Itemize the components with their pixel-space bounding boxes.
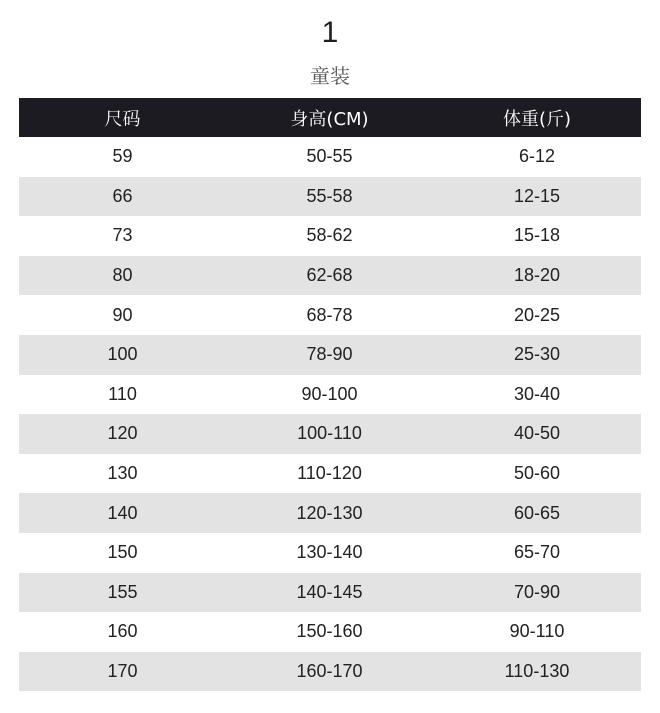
cell-height: 150-160 [226,612,433,652]
cell-weight: 12-15 [433,177,641,217]
cell-height: 50-55 [226,137,433,177]
table-row [19,573,641,613]
table-row [19,335,641,375]
table-row [19,137,641,177]
header-height: 身高(CM) [226,98,433,137]
cell-size: 59 [19,137,226,177]
table-row [19,533,641,573]
cell-height: 58-62 [226,216,433,256]
cell-weight: 60-65 [433,493,641,533]
cell-height: 78-90 [226,335,433,375]
cell-height: 130-140 [226,533,433,573]
table-row [19,375,641,415]
table-row [19,295,641,335]
cell-size: 90 [19,295,226,335]
cell-height: 55-58 [226,177,433,217]
cell-size: 73 [19,216,226,256]
cell-weight: 20-25 [433,295,641,335]
cell-size: 100 [19,335,226,375]
cell-weight: 70-90 [433,573,641,613]
cell-size: 120 [19,414,226,454]
table-row [19,652,641,692]
cell-height: 110-120 [226,454,433,494]
cell-height: 68-78 [226,295,433,335]
cell-size: 160 [19,612,226,652]
table-row [19,454,641,494]
cell-size: 140 [19,493,226,533]
cell-size: 66 [19,177,226,217]
cell-size: 155 [19,573,226,613]
table-row [19,177,641,217]
cell-size: 150 [19,533,226,573]
cell-weight: 40-50 [433,414,641,454]
cell-height: 120-130 [226,493,433,533]
cell-weight: 30-40 [433,375,641,415]
table-row [19,612,641,652]
cell-height: 140-145 [226,573,433,613]
table-row [19,216,641,256]
page-subtitle: 童装 [310,64,350,88]
cell-weight: 50-60 [433,454,641,494]
cell-weight: 15-18 [433,216,641,256]
size-table [19,98,641,691]
cell-weight: 90-110 [433,612,641,652]
table-header-row [19,98,641,137]
table-row [19,414,641,454]
cell-size: 170 [19,652,226,692]
cell-weight: 110-130 [433,652,641,692]
page-number: 1 [321,16,339,49]
header-weight: 体重(斤) [433,98,641,137]
cell-weight: 18-20 [433,256,641,296]
cell-size: 80 [19,256,226,296]
cell-height: 100-110 [226,414,433,454]
table-row [19,493,641,533]
cell-height: 62-68 [226,256,433,296]
cell-weight: 25-30 [433,335,641,375]
cell-height: 160-170 [226,652,433,692]
cell-weight: 6-12 [433,137,641,177]
cell-weight: 65-70 [433,533,641,573]
table-row [19,256,641,296]
cell-height: 90-100 [226,375,433,415]
cell-size: 130 [19,454,226,494]
header-size: 尺码 [19,98,226,137]
cell-size: 110 [19,375,226,415]
